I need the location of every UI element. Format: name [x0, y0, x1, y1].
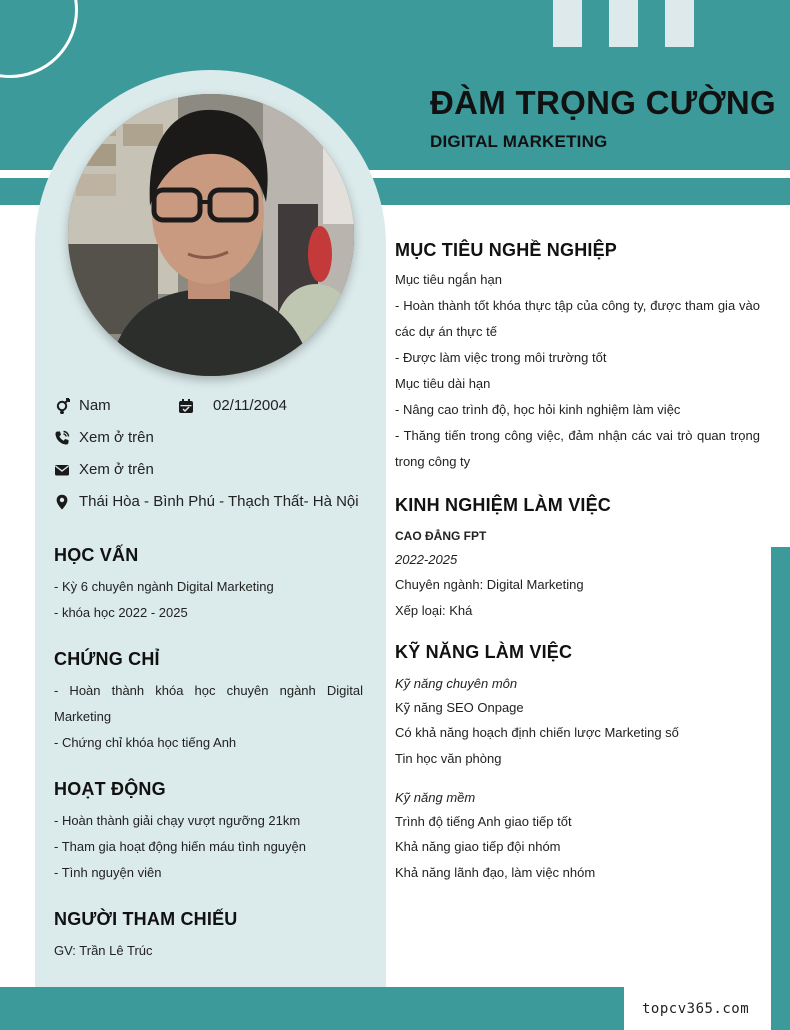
list-item: - Tham gia hoạt động hiến máu tình nguyện	[54, 839, 306, 854]
list-item: Kỹ năng SEO Onpage	[395, 700, 524, 715]
activities-list	[54, 808, 363, 886]
phone-value: Xem ở trên	[79, 429, 154, 446]
skills-soft-label: Kỹ năng mềm	[395, 790, 476, 805]
experience-org: CAO ĐẲNG FPT	[395, 529, 487, 543]
email-icon	[54, 462, 70, 478]
list-item: - Tình nguyện viên	[54, 865, 162, 880]
list-item: Trình độ tiếng Anh giao tiếp tốt	[395, 814, 572, 829]
address-row	[54, 493, 359, 510]
list-item: - Hoàn thành tốt khóa thực tập của công ty, được tham gia vào các dự án thực tế	[395, 298, 760, 339]
objective-heading: MỤC TIÊU NGHỀ NGHIỆP	[395, 240, 618, 260]
list-item: Có khả năng hoạch định chiến lược Marketing số	[395, 725, 679, 740]
list-item: Tin học văn phòng	[395, 751, 502, 766]
footer-band	[0, 987, 624, 1030]
activities-heading: HOẠT ĐỘNG	[54, 779, 166, 799]
profile-photo	[68, 94, 354, 376]
footer-url: topcv365.com	[642, 1001, 750, 1017]
email-value: Xem ở trên	[79, 461, 154, 478]
certificates-list	[54, 678, 363, 756]
phone-row	[54, 429, 154, 446]
list-item: - khóa học 2022 - 2025	[54, 605, 188, 620]
list-item: Xếp loại: Khá	[395, 603, 473, 618]
list-item: Khả năng lãnh đạo, làm việc nhóm	[395, 865, 596, 880]
decor-bar	[553, 0, 582, 47]
list-item: GV: Trần Lê Trúc	[54, 943, 153, 958]
list-item: - Thăng tiến trong công việc, đảm nhận các vai trò quan trọng trong công ty	[395, 428, 760, 469]
portrait-illustration	[68, 94, 354, 376]
education-heading: HỌC VẤN	[54, 545, 139, 565]
name-block	[430, 82, 776, 152]
right-accent-bar	[771, 547, 790, 1030]
email-row	[54, 461, 154, 478]
phone-icon	[54, 430, 70, 446]
list-item: - Được làm việc trong môi trường tốt	[395, 350, 607, 365]
decor-bar	[665, 0, 694, 47]
list-item: Chuyên ngành: Digital Marketing	[395, 577, 584, 592]
full-name: ĐÀM TRỌNG CƯỜNG	[430, 84, 777, 121]
list-item: - Hoàn thành khóa học chuyên ngành Digital Marketing	[54, 683, 363, 724]
birthday-value: 02/11/2004	[213, 397, 287, 414]
objective-list	[395, 267, 760, 475]
experience-period: 2022-2025	[395, 552, 458, 567]
job-title: DIGITAL MARKETING	[430, 132, 608, 151]
list-item: - Kỳ 6 chuyên ngành Digital Marketing	[54, 579, 274, 594]
list-item: Mục tiêu dài hạn	[395, 376, 491, 391]
gender-row	[54, 397, 111, 414]
list-item: - Hoàn thành giải chạy vượt ngưỡng 21km	[54, 813, 301, 828]
certificates-heading: CHỨNG CHỈ	[54, 649, 160, 669]
skills-heading: KỸ NĂNG LÀM VIỆC	[395, 642, 573, 662]
references-heading: NGƯỜI THAM CHIẾU	[54, 909, 238, 929]
gender-value: Nam	[79, 397, 111, 414]
address-value: Thái Hòa - Bình Phú - Thạch Thất- Hà Nội	[79, 493, 359, 510]
gender-icon	[54, 398, 70, 414]
list-item: Mục tiêu ngắn hạn	[395, 272, 502, 287]
birthday-row	[178, 397, 287, 414]
experience-heading: KINH NGHIỆM LÀM VIỆC	[395, 495, 612, 515]
list-item: - Chứng chỉ khóa học tiếng Anh	[54, 735, 237, 750]
decor-bar	[609, 0, 638, 47]
skills-block	[395, 672, 760, 886]
education-list	[54, 574, 363, 626]
list-item: - Nâng cao trình độ, học hỏi kinh nghiệm làm việc	[395, 402, 681, 417]
skills-pro-label: Kỹ năng chuyên môn	[395, 676, 518, 691]
experience-block	[395, 524, 760, 624]
list-item: Khả năng giao tiếp đội nhóm	[395, 839, 561, 854]
calendar-icon	[178, 398, 194, 414]
location-icon	[54, 494, 70, 510]
references-list	[54, 938, 363, 964]
